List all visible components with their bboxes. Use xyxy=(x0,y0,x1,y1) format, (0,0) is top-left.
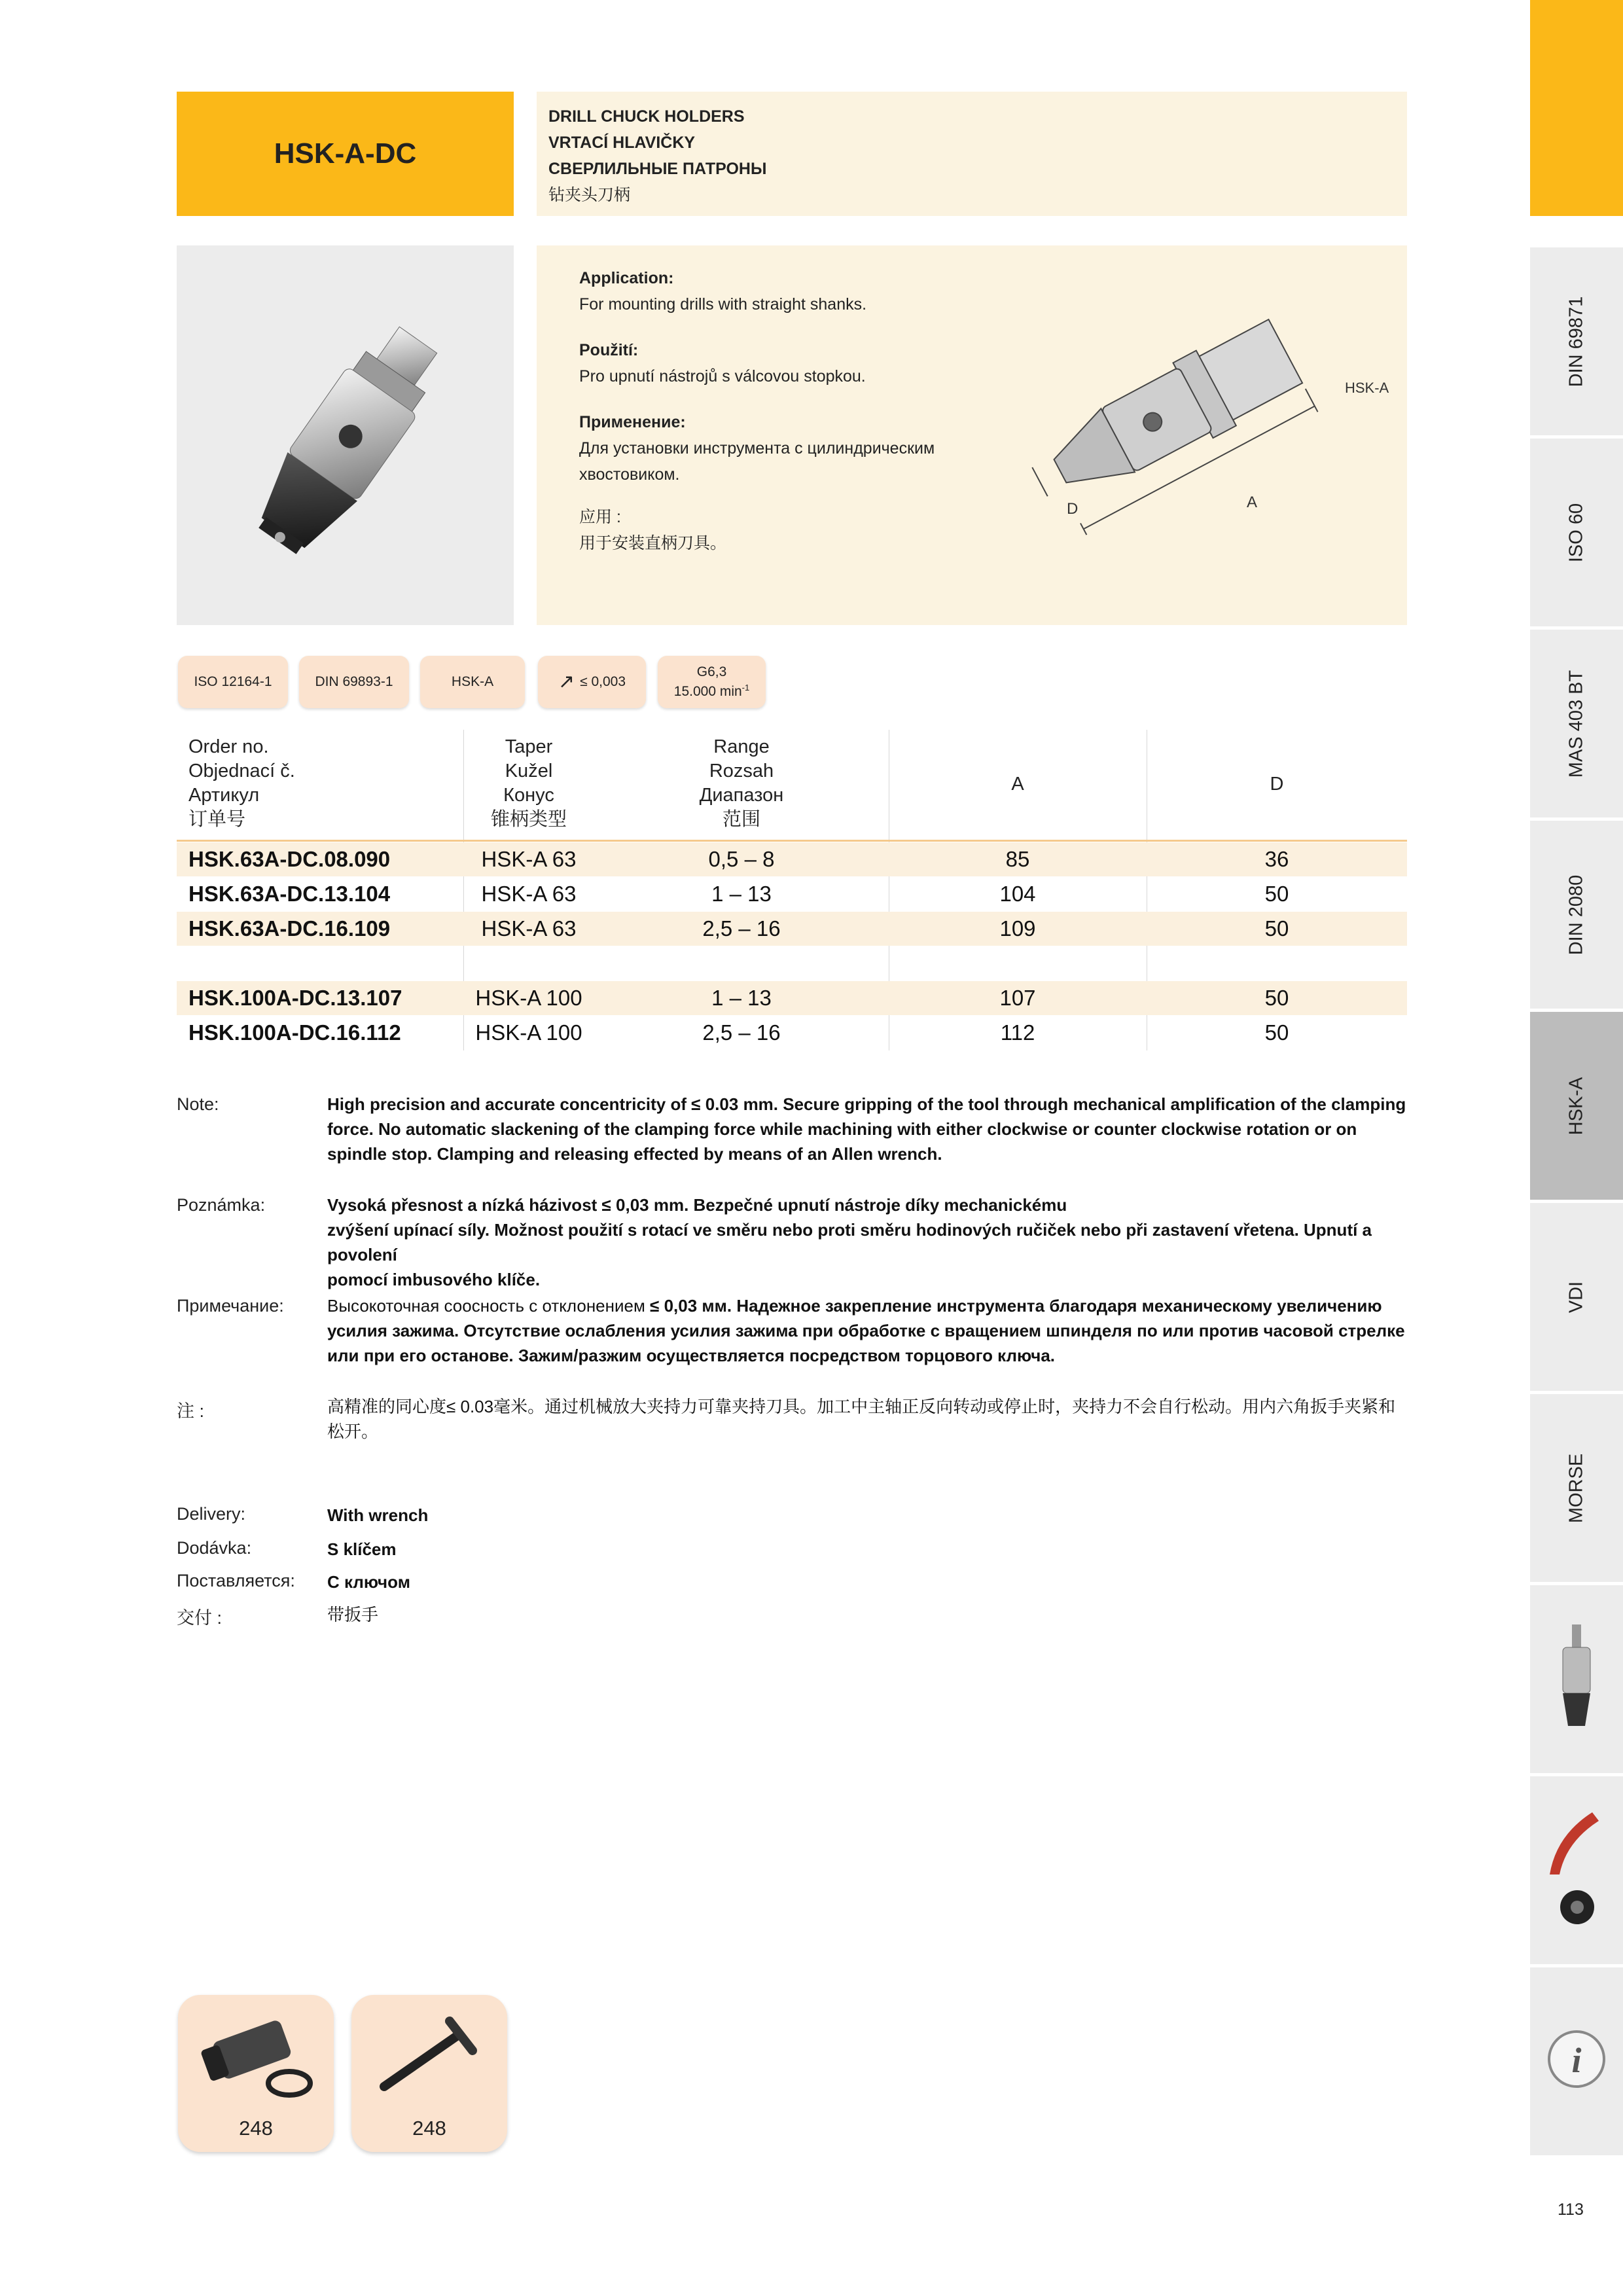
cell-a: 104 xyxy=(999,882,1036,906)
note-label-cz: Poznámka: xyxy=(177,1195,266,1215)
badge-iso xyxy=(178,656,288,708)
header-order-ru: Артикул xyxy=(188,785,260,806)
header-range-cz: Rozsah xyxy=(709,761,774,781)
header-order-cz: Objednací č. xyxy=(188,761,295,781)
delivery-value-en: With wrench xyxy=(327,1505,429,1525)
badge-hsk-text: HSK-A xyxy=(451,674,494,689)
sidebar-accent xyxy=(1530,0,1623,216)
header-rule xyxy=(177,840,1407,842)
note-text-en: High precision and accurate concentricity of ≤ 0.03 mm. Secure gripping of the tool through mechanical amplification of the clamping force. No automatic slackening of the clamping force while machining with either clockwise or counter clockwise rotation or on spindle stop. Clamping and releasing effected by means of an Allen wrench. xyxy=(327,1094,1406,1164)
info-icon xyxy=(1530,1967,1623,2155)
application-text-cn: 用于安装直柄刀具。 xyxy=(579,534,727,552)
header-range-ru: Диапазон xyxy=(699,785,784,806)
cell-d: 36 xyxy=(1264,847,1289,871)
cell-taper: HSK-A 63 xyxy=(481,916,577,941)
delivery-label-en: Delivery: xyxy=(177,1504,246,1524)
sidebar-tab-label: MORSE xyxy=(1565,1453,1587,1523)
product-table xyxy=(177,730,1407,1050)
subtitle-cn: 钻夹头刀柄 xyxy=(548,186,631,204)
drill-chuck-holder-image xyxy=(177,245,514,625)
sidebar-tab-din-69871[interactable] xyxy=(1530,247,1623,435)
sidebar-tab-wrench[interactable] xyxy=(1530,1776,1623,1964)
cell-order: HSK.100A-DC.13.107 xyxy=(188,986,402,1010)
cell-d: 50 xyxy=(1264,986,1289,1010)
cell-a: 109 xyxy=(999,916,1036,941)
sidebar-tab-hsk-a[interactable] xyxy=(1530,1012,1623,1200)
badge-balance-grade: G6,3 xyxy=(696,664,727,679)
cell-taper: HSK-A 100 xyxy=(475,1020,582,1045)
subtitle-box xyxy=(537,92,1407,216)
note-text-cz xyxy=(327,1193,1407,1292)
cell-d: 50 xyxy=(1264,916,1289,941)
cell-range: 1 – 13 xyxy=(711,986,772,1010)
header-d: D xyxy=(1270,774,1284,795)
wrench-icon xyxy=(1530,1776,1623,1964)
badge-balance-sup: -1 xyxy=(741,683,750,692)
note-text-cz-2: zvýšení upínací síly. Možnost použití s rotací ve směru nebo proti směru hodinových ručiček nebo při zastavení vřetena. Upnutí a povolení xyxy=(327,1220,1372,1265)
cell-range: 0,5 – 8 xyxy=(708,847,775,871)
badge-runout-text: ≤ 0,003 xyxy=(580,674,626,689)
accessory-collet-adapter[interactable] xyxy=(178,1995,334,2152)
header-taper-cn: 锥柄类型 xyxy=(490,809,567,830)
subtitle-ru: СВЕРЛИЛЬНЫЕ ПАТРОНЫ xyxy=(548,160,767,178)
dimension-drawing xyxy=(1014,265,1394,605)
cell-d: 50 xyxy=(1264,882,1289,906)
table-row xyxy=(177,912,1407,946)
sidebar-tab-info[interactable] xyxy=(1530,1967,1623,2155)
header-taper-ru: Конус xyxy=(503,785,554,806)
sidebar-tab-label: ISO 60 xyxy=(1565,503,1587,562)
badge-runout xyxy=(538,656,646,708)
header-order-en: Order no. xyxy=(188,736,269,757)
badge-din-text: DIN 69893-1 xyxy=(315,674,393,689)
drawing-label-hsk: HSK-A xyxy=(1345,380,1389,396)
sidebar-tab-label: DIN 69871 xyxy=(1565,296,1587,387)
header-range xyxy=(594,735,889,832)
delivery-value-cn: 带扳手 xyxy=(327,1605,379,1624)
sidebar-tab-vdi[interactable] xyxy=(1530,1203,1623,1391)
accessory-page-number: 248 xyxy=(412,2117,446,2140)
cell-a: 85 xyxy=(1005,847,1030,871)
note-text-cz-3: pomocí imbusového klíče. xyxy=(327,1270,541,1289)
badge-din xyxy=(299,656,409,708)
subtitle-en: DRILL CHUCK HOLDERS xyxy=(548,107,745,126)
sidebar-tab-drill-chuck[interactable] xyxy=(1530,1585,1623,1773)
header-taper-en: Taper xyxy=(505,736,553,757)
accessory-page-number: 248 xyxy=(239,2117,273,2140)
sidebar-tab-label: HSK-A xyxy=(1565,1077,1587,1135)
runout-arrow-icon: ↗ xyxy=(558,671,575,692)
drawing-label-a: A xyxy=(1247,493,1258,511)
header-taper-cz: Kužel xyxy=(505,761,553,781)
table-row xyxy=(177,842,1407,876)
title-box xyxy=(177,92,514,216)
sidebar-tab-label: DIN 2080 xyxy=(1565,874,1587,955)
sidebar-tab-din-2080[interactable] xyxy=(1530,821,1623,1009)
note-label-en: Note: xyxy=(177,1094,219,1114)
delivery-label-cn: 交付 : xyxy=(177,1608,223,1628)
drill-chuck-icon xyxy=(1530,1585,1623,1773)
drawing-label-d: D xyxy=(1067,500,1079,518)
cell-range: 2,5 – 16 xyxy=(702,916,781,941)
delivery-value-cz: S klíčem xyxy=(327,1539,397,1559)
cell-a: 107 xyxy=(999,986,1036,1010)
table-row xyxy=(177,981,1407,1015)
delivery-value-ru: С ключом xyxy=(327,1572,410,1592)
table-row xyxy=(177,1016,1407,1050)
cell-order: HSK.63A-DC.08.090 xyxy=(188,847,391,871)
application-heading-ru: Применение: xyxy=(579,413,686,431)
sidebar-tab-mas-403-bt[interactable] xyxy=(1530,630,1623,817)
cell-order: HSK.100A-DC.16.112 xyxy=(188,1020,401,1045)
badge-balance xyxy=(658,656,766,708)
t-wrench-icon xyxy=(351,1995,507,2113)
application-text-ru-1: Для установки инструмента с цилиндрическим xyxy=(579,439,935,457)
note-text-ru xyxy=(327,1293,1407,1368)
application-text-en: For mounting drills with straight shanks. xyxy=(579,295,867,314)
cell-range: 1 – 13 xyxy=(711,882,772,906)
note-text-ru-intro: Высокоточная соосность с отклонением xyxy=(327,1296,651,1316)
application-heading-cn: 应用 : xyxy=(579,508,621,526)
table-row xyxy=(177,877,1407,911)
note-text-ru-main: ≤ 0,03 мм. Надежное закрепление инструмента благодаря механическому увеличению усилия зажима. Отсутствие ослабления усилия зажима при обработке с вращением шпинделя по или против часовой стрелке или при его останове. Зажим/разжим осуществляется посредством торцового ключа. xyxy=(327,1296,1405,1365)
application-heading-en: Application: xyxy=(579,269,674,287)
cell-taper: HSK-A 63 xyxy=(481,882,577,906)
page-number: 113 xyxy=(1558,2200,1584,2219)
delivery-label-ru: Поставляется: xyxy=(177,1571,295,1590)
cell-a: 112 xyxy=(1000,1020,1035,1045)
collet-adapter-icon xyxy=(178,1995,334,2113)
note-text-cn: 高精准的同心度≤ 0.03毫米。通过机械放大夹持力可靠夹持刀具。加工中主轴正反向转动或停止时，夹持力不会自行松动。用内六角扳手夹紧和松开。 xyxy=(327,1397,1396,1441)
badge-iso-text: ISO 12164-1 xyxy=(194,674,272,689)
product-photo xyxy=(177,245,514,625)
header-order xyxy=(188,735,295,832)
header-taper xyxy=(463,735,594,832)
note-label-cn: 注 : xyxy=(177,1401,205,1421)
cell-d: 50 xyxy=(1264,1020,1289,1045)
application-heading-cz: Použití: xyxy=(579,341,639,359)
note-label-ru: Примечание: xyxy=(177,1296,284,1316)
sidebar-tab-label: VDI xyxy=(1565,1281,1587,1313)
note-text-cz-1: Vysoká přesnost a nízká házivost ≤ 0,03 mm. Bezpečné upnutí nástroje díky mechanickému xyxy=(327,1195,1067,1215)
cell-order: HSK.63A-DC.16.109 xyxy=(188,916,391,941)
cell-order: HSK.63A-DC.13.104 xyxy=(188,882,391,906)
sidebar-tab-label: MAS 403 BT xyxy=(1565,670,1587,778)
cell-taper: HSK-A 63 xyxy=(481,847,577,871)
subtitle-cz: VRTACÍ HLAVIČKY xyxy=(548,134,696,152)
page-title: HSK-A-DC xyxy=(274,137,417,170)
header-range-cn: 范围 xyxy=(722,809,760,830)
badge-balance-speed-line xyxy=(674,680,749,700)
badge-hsk xyxy=(420,656,525,708)
accessory-t-wrench[interactable] xyxy=(351,1995,507,2152)
sidebar-tab-iso-60[interactable] xyxy=(1530,439,1623,626)
application-box xyxy=(537,245,1407,625)
application-text-cz: Pro upnutí nástrojů s válcovou stopkou. xyxy=(579,367,866,386)
header-order-cn: 订单号 xyxy=(188,809,246,830)
delivery-label-cz: Dodávka: xyxy=(177,1538,252,1558)
cell-range: 2,5 – 16 xyxy=(702,1020,781,1045)
header-a: A xyxy=(1011,774,1024,795)
svg-text:i: i xyxy=(1571,2041,1582,2080)
badge-balance-speed: 15.000 min xyxy=(673,684,742,699)
application-text-ru-2: хвостовиком. xyxy=(579,465,680,484)
sidebar-tab-morse[interactable] xyxy=(1530,1394,1623,1582)
header-range-en: Range xyxy=(713,736,770,757)
cell-taper: HSK-A 100 xyxy=(475,986,582,1010)
